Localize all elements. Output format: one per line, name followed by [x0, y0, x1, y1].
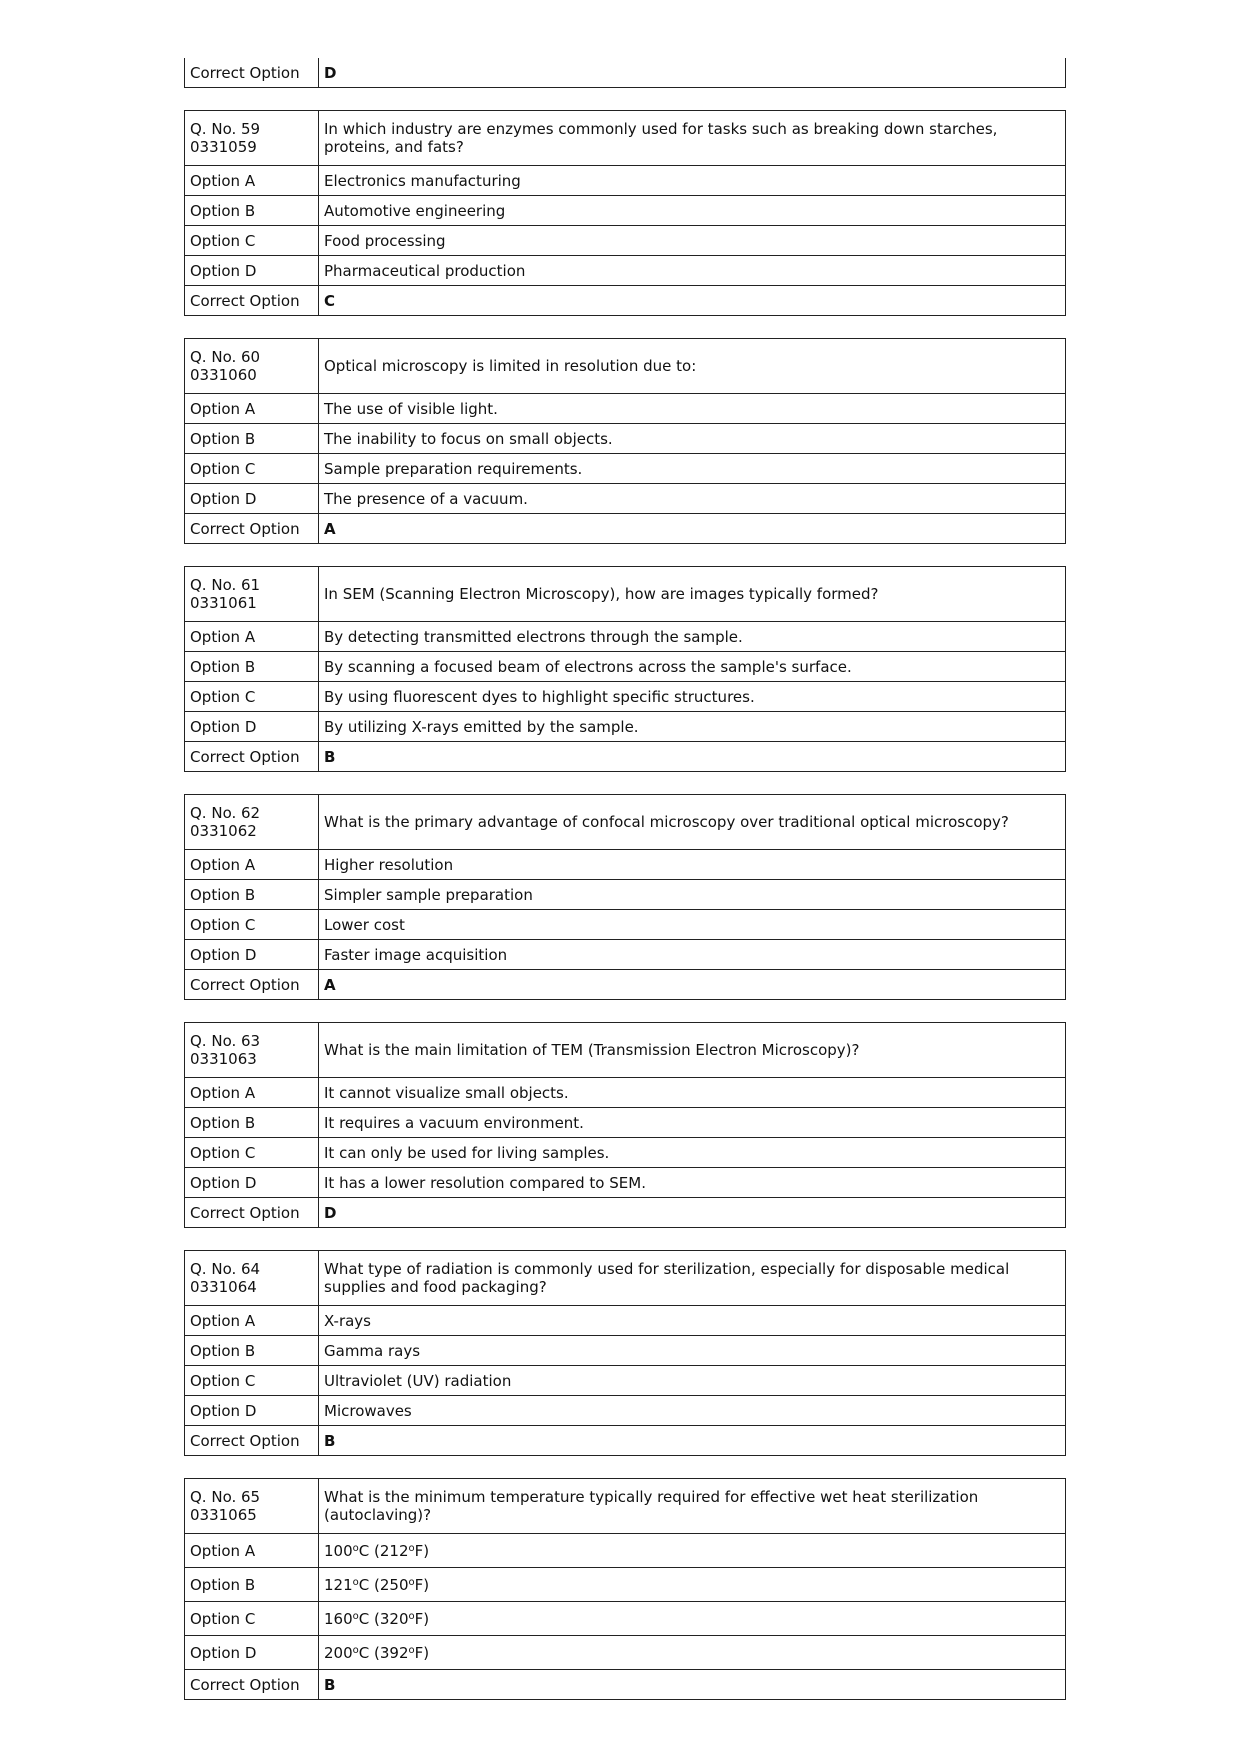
option-text: By detecting transmitted electrons through the sample.: [319, 622, 1066, 652]
option-row-a: [185, 166, 1066, 196]
option-label: Option B: [185, 1568, 319, 1602]
question-number: Q. No. 60 0331060: [185, 339, 319, 394]
option-text: By utilizing X-rays emitted by the sample.: [319, 712, 1066, 742]
option-row-b: [185, 424, 1066, 454]
question-header-row: [185, 795, 1066, 850]
question-header-row: [185, 1479, 1066, 1534]
correct-option-label: Correct Option: [185, 1198, 319, 1228]
option-text: The use of visible light.: [319, 394, 1066, 424]
question-table-65: [184, 1478, 1066, 1700]
option-text: Food processing: [319, 226, 1066, 256]
option-label: Option C: [185, 910, 319, 940]
option-text: It cannot visualize small objects.: [319, 1078, 1066, 1108]
option-label: Option B: [185, 652, 319, 682]
option-text: Higher resolution: [319, 850, 1066, 880]
question-header-row: [185, 111, 1066, 166]
option-row-b: [185, 1336, 1066, 1366]
option-row-a: [185, 1306, 1066, 1336]
option-row-c: [185, 1366, 1066, 1396]
question-table-60: [184, 338, 1066, 544]
option-row-d: [185, 256, 1066, 286]
correct-option-label: Correct Option: [185, 1670, 319, 1700]
question-sheet: [184, 0, 1066, 1700]
option-label: Option C: [185, 1602, 319, 1636]
question-number: Q. No. 62 0331062: [185, 795, 319, 850]
option-row-c: [185, 1602, 1066, 1636]
question-text: What is the main limitation of TEM (Transmission Electron Microscopy)?: [319, 1023, 1066, 1078]
correct-option-label: Correct Option: [185, 970, 319, 1000]
correct-option-value: A: [319, 514, 1066, 544]
question-text: In SEM (Scanning Electron Microscopy), how are images typically formed?: [319, 567, 1066, 622]
option-label: Option D: [185, 1636, 319, 1670]
option-label: Option D: [185, 484, 319, 514]
option-label: Option D: [185, 1396, 319, 1426]
correct-option-row: [185, 970, 1066, 1000]
correct-option-value: C: [319, 286, 1066, 316]
question-text: What is the minimum temperature typically required for effective wet heat sterilization (autoclaving)?: [319, 1479, 1066, 1534]
option-text: Gamma rays: [319, 1336, 1066, 1366]
question-fragment: [184, 58, 1066, 88]
option-label: Option A: [185, 394, 319, 424]
question-text: What is the primary advantage of confocal microscopy over traditional optical microscopy?: [319, 795, 1066, 850]
option-row-d: [185, 484, 1066, 514]
option-text: Simpler sample preparation: [319, 880, 1066, 910]
option-text: Microwaves: [319, 1396, 1066, 1426]
correct-option-row: [185, 1670, 1066, 1700]
option-label: Option A: [185, 1534, 319, 1568]
option-text: Ultraviolet (UV) radiation: [319, 1366, 1066, 1396]
option-row-c: [185, 910, 1066, 940]
option-label: Option D: [185, 940, 319, 970]
correct-option-row: [185, 514, 1066, 544]
question-text: What type of radiation is commonly used for sterilization, especially for disposable medical supplies and food packaging?: [319, 1251, 1066, 1306]
option-text: The presence of a vacuum.: [319, 484, 1066, 514]
option-label: Option B: [185, 880, 319, 910]
option-text: It has a lower resolution compared to SEM.: [319, 1168, 1066, 1198]
option-label: Option C: [185, 454, 319, 484]
question-text: In which industry are enzymes commonly used for tasks such as breaking down starches, proteins, and fats?: [319, 111, 1066, 166]
option-label: Option A: [185, 1306, 319, 1336]
option-row-a: [185, 622, 1066, 652]
correct-option-value: B: [319, 1426, 1066, 1456]
option-text: 100$^o$C (212$^o$F): [319, 1534, 1066, 1568]
question-code: 0331060: [190, 366, 257, 384]
question-number: Q. No. 59 0331059: [185, 111, 319, 166]
question-table-63: [184, 1022, 1066, 1228]
option-row-b: [185, 880, 1066, 910]
correct-option-value: B: [319, 742, 1066, 772]
option-label: Option D: [185, 712, 319, 742]
option-label: Option A: [185, 1078, 319, 1108]
question-number: Q. No. 61 0331061: [185, 567, 319, 622]
option-row-b: [185, 1568, 1066, 1602]
correct-option-label: Correct Option: [185, 286, 319, 316]
option-text: It can only be used for living samples.: [319, 1138, 1066, 1168]
correct-option-row: [185, 1426, 1066, 1456]
option-row-a: [185, 1078, 1066, 1108]
option-row-c: [185, 454, 1066, 484]
question-table-64: [184, 1250, 1066, 1456]
option-label: Option A: [185, 622, 319, 652]
option-row-c: [185, 1138, 1066, 1168]
option-row-d: [185, 1168, 1066, 1198]
option-label: Option C: [185, 1366, 319, 1396]
option-row-d: [185, 712, 1066, 742]
option-text: It requires a vacuum environment.: [319, 1108, 1066, 1138]
correct-option-value: A: [319, 970, 1066, 1000]
correct-option-row: [185, 742, 1066, 772]
option-text: Electronics manufacturing: [319, 166, 1066, 196]
option-label: Option B: [185, 424, 319, 454]
option-text: By scanning a focused beam of electrons across the sample's surface.: [319, 652, 1066, 682]
option-label: Option C: [185, 226, 319, 256]
option-row-d: [185, 1636, 1066, 1670]
correct-option-value: D: [319, 1198, 1066, 1228]
option-row-c: [185, 682, 1066, 712]
option-text: Sample preparation requirements.: [319, 454, 1066, 484]
question-header-row: [185, 567, 1066, 622]
correct-option-row: [185, 286, 1066, 316]
option-row-a: [185, 1534, 1066, 1568]
option-row-d: [185, 1396, 1066, 1426]
option-text: By using fluorescent dyes to highlight specific structures.: [319, 682, 1066, 712]
option-row-b: [185, 1108, 1066, 1138]
option-text: The inability to focus on small objects.: [319, 424, 1066, 454]
option-text: Lower cost: [319, 910, 1066, 940]
question-header-row: [185, 1251, 1066, 1306]
question-number: Q. No. 63 0331063: [185, 1023, 319, 1078]
option-label: Option A: [185, 850, 319, 880]
option-text: Automotive engineering: [319, 196, 1066, 226]
question-code: 0331063: [190, 1050, 257, 1068]
question-text: Optical microscopy is limited in resolution due to:: [319, 339, 1066, 394]
option-text: 200$^o$C (392$^o$F): [319, 1636, 1066, 1670]
option-row-c: [185, 226, 1066, 256]
correct-option-label: Correct Option: [185, 742, 319, 772]
option-label: Option B: [185, 1108, 319, 1138]
option-text: Faster image acquisition: [319, 940, 1066, 970]
option-text: X-rays: [319, 1306, 1066, 1336]
correct-option-row: [185, 1198, 1066, 1228]
option-label: Option C: [185, 682, 319, 712]
question-header-row: [185, 1023, 1066, 1078]
question-header-row: [185, 339, 1066, 394]
correct-option-label: Correct Option: [185, 514, 319, 544]
option-label: Option D: [185, 1168, 319, 1198]
question-code: 0331062: [190, 822, 257, 840]
correct-option-value: B: [319, 1670, 1066, 1700]
question-code: 0331064: [190, 1278, 257, 1296]
option-row-b: [185, 652, 1066, 682]
correct-option-value: D: [319, 58, 1066, 88]
correct-option-row: [185, 58, 1066, 88]
option-row-d: [185, 940, 1066, 970]
option-text: 121$^o$C (250$^o$F): [319, 1568, 1066, 1602]
question-table-59: [184, 110, 1066, 316]
option-label: Option A: [185, 166, 319, 196]
option-label: Option B: [185, 196, 319, 226]
question-number: Q. No. 65 0331065: [185, 1479, 319, 1534]
option-label: Option D: [185, 256, 319, 286]
question-number: Q. No. 64 0331064: [185, 1251, 319, 1306]
question-code: 0331065: [190, 1506, 257, 1524]
question-table-61: [184, 566, 1066, 772]
option-row-a: [185, 850, 1066, 880]
question-code: 0331061: [190, 594, 257, 612]
correct-option-label: Correct Option: [185, 58, 319, 88]
option-row-b: [185, 196, 1066, 226]
option-row-a: [185, 394, 1066, 424]
option-text: Pharmaceutical production: [319, 256, 1066, 286]
option-text: 160$^o$C (320$^o$F): [319, 1602, 1066, 1636]
option-label: Option C: [185, 1138, 319, 1168]
question-table-62: [184, 794, 1066, 1000]
question-code: 0331059: [190, 138, 257, 156]
correct-option-label: Correct Option: [185, 1426, 319, 1456]
option-label: Option B: [185, 1336, 319, 1366]
